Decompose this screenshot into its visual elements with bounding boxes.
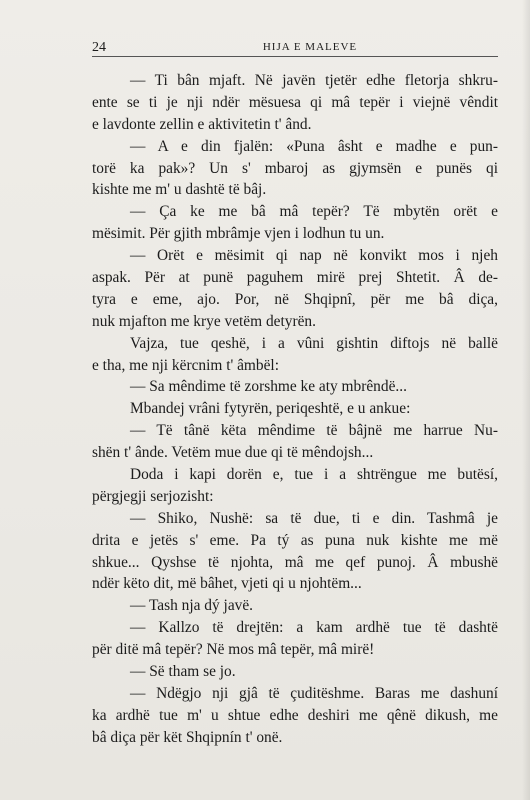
text-line: aspak. Për at punë paguhem mirë prej Shtetit. Â de-	[92, 269, 498, 287]
text-line: drita e jetës s' eme. Pa tý as puna nuk kishte me më	[92, 531, 498, 549]
text-line: për ditë mâ tepër? Në mos mâ tepër, mâ mirë!	[92, 641, 375, 659]
text-line: nuk mjafton me krye vetëm detyrën.	[92, 312, 316, 330]
text-line: Vajza, tue qeshë, i a vûni gishtin diftojs në ballë	[130, 334, 498, 352]
text-line: e lavdonte zellin e aktivitetin t' ând.	[92, 115, 312, 133]
text-line: — Orët e mësimit qi nap në konvikt mos i njeh	[130, 247, 498, 265]
page-number: 24	[92, 40, 106, 55]
text-line: — A e din fjalën: «Puna âsht e madhe e pun-	[130, 137, 498, 155]
text-line: Mbandej vrâni fytyrën, periqeshtë, e u ankue:	[130, 400, 411, 418]
text-line: mësimit. Për gjith mbrâmje vjen i lodhun tu un.	[92, 225, 385, 243]
text-line: përgjegji serjozisht:	[92, 487, 214, 505]
text-line: shën t' ânde. Vetëm mue due qi të mêndojsh...	[92, 444, 374, 462]
text-line: torë ka pak»? Un s' mbaroj as gjymsën e punës qi	[92, 159, 498, 177]
text-line: ndër këto dit, më bâhet, vjeti qi u njohtëm...	[92, 575, 362, 593]
text-line: tyra e eme, ajo. Por, në Shqipnî, për me bâ diça,	[92, 290, 498, 308]
text-line: — Sa mêndime të zorshme ke aty mbrêndë...	[130, 378, 407, 396]
text-line: bâ diça për kët Shqipnín t' onë.	[92, 728, 283, 746]
header-rule	[92, 56, 498, 57]
text-line: kishte me m' u dashtë të bâj.	[92, 181, 267, 199]
text-line: e tha, me nji kërcnim t' âmbël:	[92, 356, 279, 374]
text-line: — Tash nja dý javë.	[130, 597, 254, 615]
running-title: HIJA E MALEVE	[262, 41, 358, 53]
text-line: — Kallzo të drejtën: a kam ardhë tue të dashtë	[130, 619, 498, 637]
text-line: Doda i kapi dorën e, tue i a shtrëngue me butësí,	[130, 466, 498, 484]
body-text	[92, 70, 498, 749]
text-line: — Shiko, Nushë: sa të due, ti e din. Tashmâ je	[130, 509, 498, 527]
text-line: shkue... Qyshse të njohta, mâ me qef punoj. Â mbushë	[92, 553, 498, 571]
text-line: ente se ti je nji ndër mësuesa qi mâ tepër i viejnë vêndit	[92, 93, 498, 111]
page-header	[92, 40, 498, 56]
text-line: — Së tham se jo.	[130, 663, 236, 681]
text-line: ka ardhë tue m' u shtue edhe deshiri me qênë dikush, me	[92, 706, 498, 724]
text-line: — Ça ke me bâ mâ tepër? Të mbytën orët e	[130, 203, 498, 221]
page-edge-shadow	[522, 0, 530, 800]
text-line: — Ndëgjo nji gjâ të çuditëshme. Baras me dashuní	[130, 684, 498, 702]
text-line: — Të tânë këta mêndime të bâjnë me harrue Nu-	[130, 422, 498, 440]
text-line: — Ti bân mjaft. Në javën tjetër edhe fletorja shkru-	[130, 72, 498, 89]
